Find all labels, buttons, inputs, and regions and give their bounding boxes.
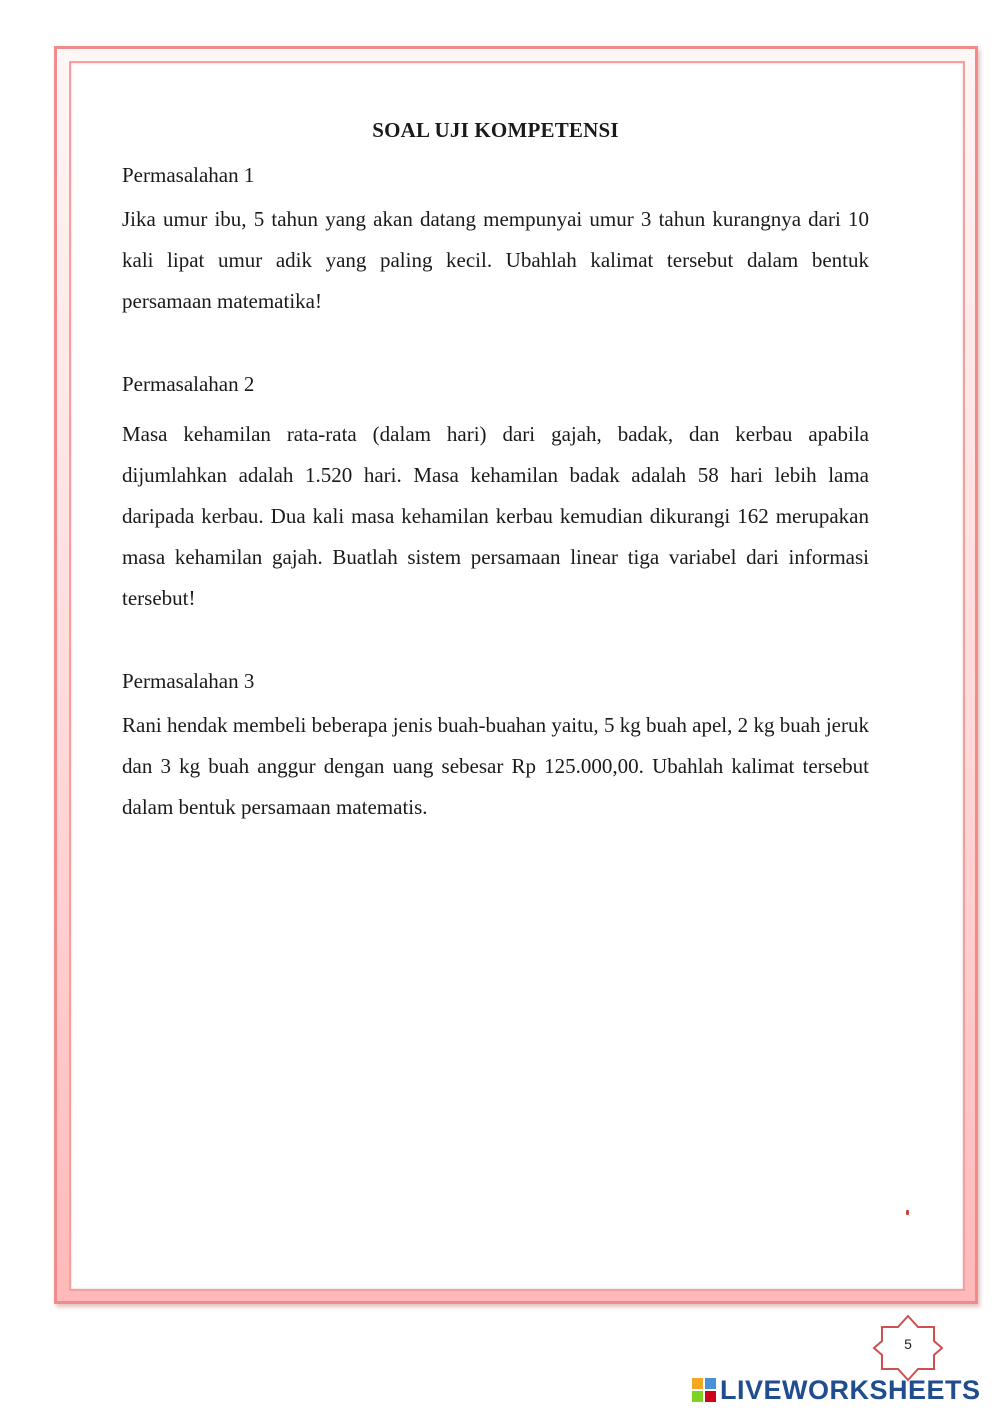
liveworksheets-watermark (692, 1372, 981, 1408)
problem-3 (122, 667, 869, 828)
worksheet-title: SOAL UJI KOMPETENSI (372, 118, 619, 142)
problem-3-label: Permasalahan 3 (122, 669, 255, 693)
liveworksheets-logo-icon (692, 1378, 716, 1402)
problem-2-label: Permasalahan 2 (122, 372, 255, 396)
page-number: 5 (904, 1336, 912, 1352)
problem-3-text: Rani hendak membeli beberapa jenis buah-buahan yaitu, 5 kg buah apel, 2 kg buah jeruk dan 3 kg buah anggur dengan uang sebesar Rp 125.000,00. Ubahlah kalimat tersebut dalam bentuk persamaan matematis. (122, 713, 869, 819)
worksheet-content (122, 118, 869, 828)
problem-2-text: Masa kehamilan rata-rata (dalam hari) dari gajah, badak, dan kerbau apabila dijumlahkan adalah 1.520 hari. Masa kehamilan badak adalah 58 hari lebih lama daripada kerbau. Dua kali masa kehamilan kerbau kemudian dikurangi 162 merupakan masa kehamilan gajah. Buatlah sistem persamaan linear tiga variabel dari informasi tersebut! (122, 422, 869, 610)
problem-2 (122, 370, 869, 619)
problem-1-label: Permasalahan 1 (122, 163, 255, 187)
problem-1 (122, 161, 869, 322)
decorative-dot (906, 1210, 909, 1215)
problem-1-text: Jika umur ibu, 5 tahun yang akan datang mempunyai umur 3 tahun kurangnya dari 10 kali lipat umur adik yang paling kecil. Ubahlah kalimat tersebut dalam bentuk persamaan matematika! (122, 207, 869, 313)
liveworksheets-brand-text: LIVEWORKSHEETS (720, 1374, 981, 1405)
